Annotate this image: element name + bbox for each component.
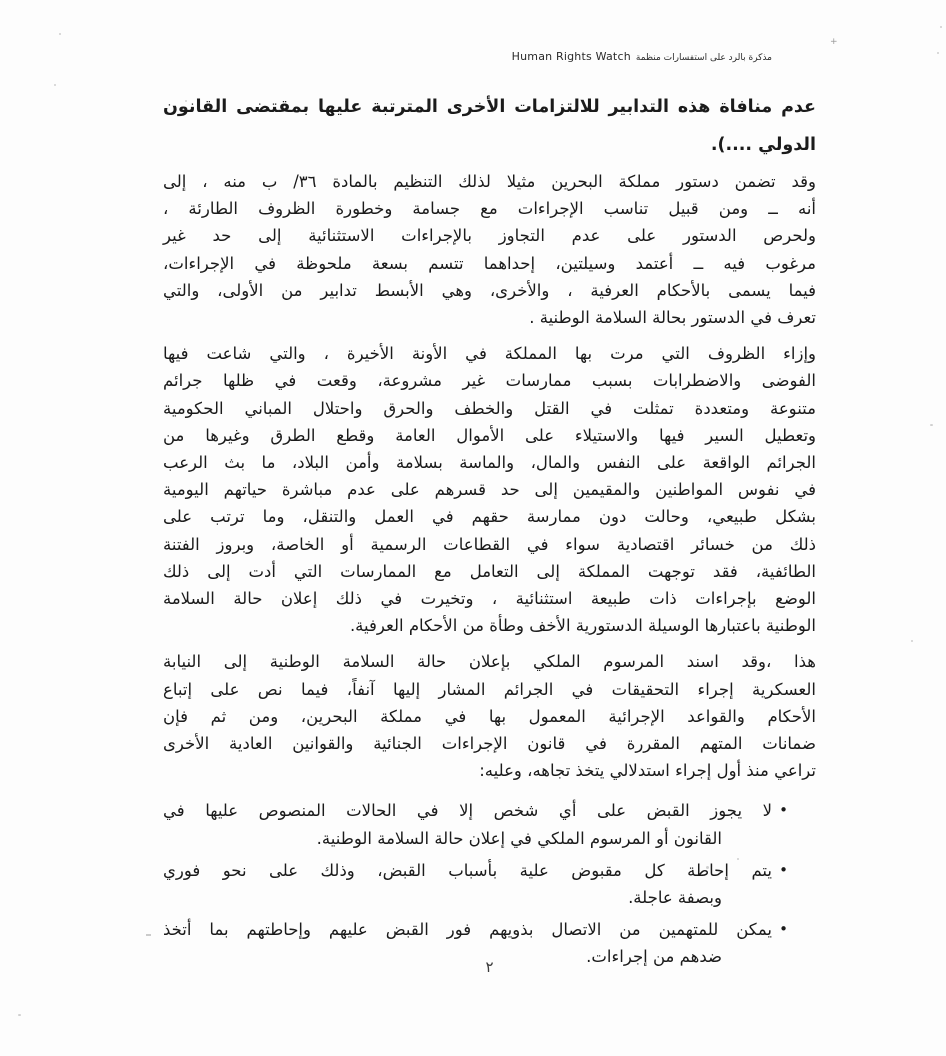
paragraph-line: العسكرية إجراء التحقيقات في الجرائم المشار إليها آنفاً، فيما نص على إتباع bbox=[163, 679, 816, 699]
title-line: عدم منافاة هذه التدابير للالتزامات الأخرى المترتبة عليها بمقتضى القانون bbox=[163, 97, 816, 117]
paragraph-line: تراعي منذ أول إجراء استدلالي يتخذ تجاهه، وعليه: bbox=[479, 761, 816, 781]
paragraph-line: متنوعة ومتعددة تمثلت في القتل والخطف والحرق واحتلال المباني الحكومية bbox=[163, 398, 816, 418]
paragraph bbox=[163, 340, 816, 639]
scan-speckle bbox=[911, 640, 913, 642]
paragraph-line: بشكل طبيعي، وحالت دون ممارسة حقهم في العمل والتنقل، وما ترتب على bbox=[163, 507, 816, 527]
bullet-line: يتم إحاطة كل مقبوض علية بأسباب القبض، وذلك على نحو فوري bbox=[163, 860, 772, 880]
document-paragraphs bbox=[163, 168, 816, 784]
bullet-text bbox=[163, 797, 772, 851]
scan-speckle bbox=[59, 33, 61, 35]
paragraph-line: تعرف في الدستور بحالة السلامة الوطنية . bbox=[529, 308, 816, 328]
paragraph-line: ولحرص الدستور على عدم التجاوز بالإجراءات الاستثنائية إلى حد غير bbox=[163, 226, 816, 246]
bullet-icon: • bbox=[779, 860, 788, 879]
paragraph-line: وقد تضمن دستور مملكة البحرين مثيلا لذلك التنظيم بالمادة ٣٦/ ب منه ، إلى bbox=[163, 172, 816, 191]
scan-speckle bbox=[737, 858, 739, 860]
header-org-name: Human Rights Watch bbox=[511, 50, 631, 63]
paragraph-line: الأحكام والقواعد الإجرائية المعمول بها في مملكة البحرين، ومن ثم فإن bbox=[163, 706, 816, 726]
scan-plus-mark: + bbox=[830, 37, 838, 47]
paragraph bbox=[163, 648, 816, 784]
bullet-icon: • bbox=[779, 920, 788, 939]
title-line: الدولي ....). bbox=[710, 135, 816, 155]
scan-speckle bbox=[940, 26, 942, 28]
bullet-line: ضدهم من إجراءات. bbox=[586, 947, 722, 967]
bullet-icon: • bbox=[779, 801, 788, 820]
paragraph-line: الجرائم الواقعة على النفس والمال، والماسة بسلامة وأمن البلاد، ما بث الرعب bbox=[163, 453, 816, 473]
scan-speckle bbox=[706, 866, 709, 869]
bullet-item bbox=[163, 797, 788, 851]
scan-speckle bbox=[54, 84, 56, 86]
page-number: ٢ bbox=[485, 958, 494, 976]
paragraph-line: وتعطيل السير فيها والاستيلاء على الأموال العامة وقطع الطرق وغيرها من bbox=[163, 425, 816, 445]
bullet-line: يمكن للمتهمين من الاتصال بذويهم فور القبض عليهم وإحاطتهم بما أتخذ bbox=[163, 920, 772, 940]
bullet-list bbox=[163, 797, 816, 970]
page-header bbox=[512, 50, 772, 63]
paragraph bbox=[163, 168, 816, 331]
paragraph-line: الفوضى والاضطرابات بسبب ممارسات غير مشروعة، وقعت في ظلها جرائم bbox=[163, 371, 816, 391]
paragraph-line: مرغوب فيه ــ أعتمد وسيلتين، إحداهما تتسم بسعة ملحوظة في الإجراءات، bbox=[163, 253, 816, 273]
paragraph-line: فيما يسمى بالأحكام العرفية ، والأخرى، وهي الأبسط تدابير من الأولى، والتي bbox=[163, 280, 816, 300]
paragraph-line: الوضع بإجراءات ذات طبيعة استثنائية ، وتخيرت في ذلك إعلان حالة السلامة bbox=[163, 589, 816, 609]
paragraph-line: ذلك من خسائر اقتصادية سواء في القطاعات الرسمية أو الخاصة، وبروز الفتنة bbox=[163, 534, 816, 554]
document-content bbox=[163, 88, 816, 976]
bullet-line: لا يجوز القبض على أي شخص إلا في الحالات المنصوص عليها في bbox=[163, 801, 772, 821]
paragraph-line: هذا ،وقد اسند المرسوم الملكي بإعلان حالة السلامة الوطنية إلى النيابة bbox=[163, 652, 816, 672]
bullet-line: وبصفة عاجلة. bbox=[628, 888, 722, 908]
header-memo-label: مذكرة بالرد على استفسارات منظمة bbox=[635, 53, 772, 63]
scan-smudge bbox=[146, 934, 151, 936]
bullet-item bbox=[163, 857, 788, 911]
paragraph-line: أنه ــ ومن قبيل تناسب الإجراءات مع جسامة وخطورة الظروف الطارئة ، bbox=[163, 199, 816, 219]
scan-speckle bbox=[937, 52, 939, 54]
paragraph-line: ضمانات المتهم المقررة في قانون الإجراءات الجنائية والقوانين العادية الأخرى bbox=[163, 734, 816, 754]
scan-speckle bbox=[185, 100, 187, 102]
document-title bbox=[163, 88, 816, 164]
scan-speckle bbox=[18, 1014, 21, 1016]
bullet-text bbox=[163, 857, 772, 911]
paragraph-line: الطائفية، فقد توجهت المملكة إلى التعامل مع الممارسات التي أدت إلى ذلك bbox=[163, 561, 816, 581]
paragraph-line: وإزاء الظروف التي مرت بها المملكة في الأونة الأخيرة ، والتي شاعت فيها bbox=[163, 344, 816, 364]
paragraph-line: الوطنية باعتبارها الوسيلة الدستورية الأخف وطأة من الأحكام العرفية. bbox=[349, 616, 816, 636]
bullet-line: القانون أو المرسوم الملكي في إعلان حالة السلامة الوطنية. bbox=[316, 828, 722, 848]
paragraph-line: في نفوس المواطنين والمقيمين إلى حد قسرهم على عدم مباشرة حياتهم اليومية bbox=[163, 480, 816, 500]
scan-speckle bbox=[930, 424, 933, 426]
